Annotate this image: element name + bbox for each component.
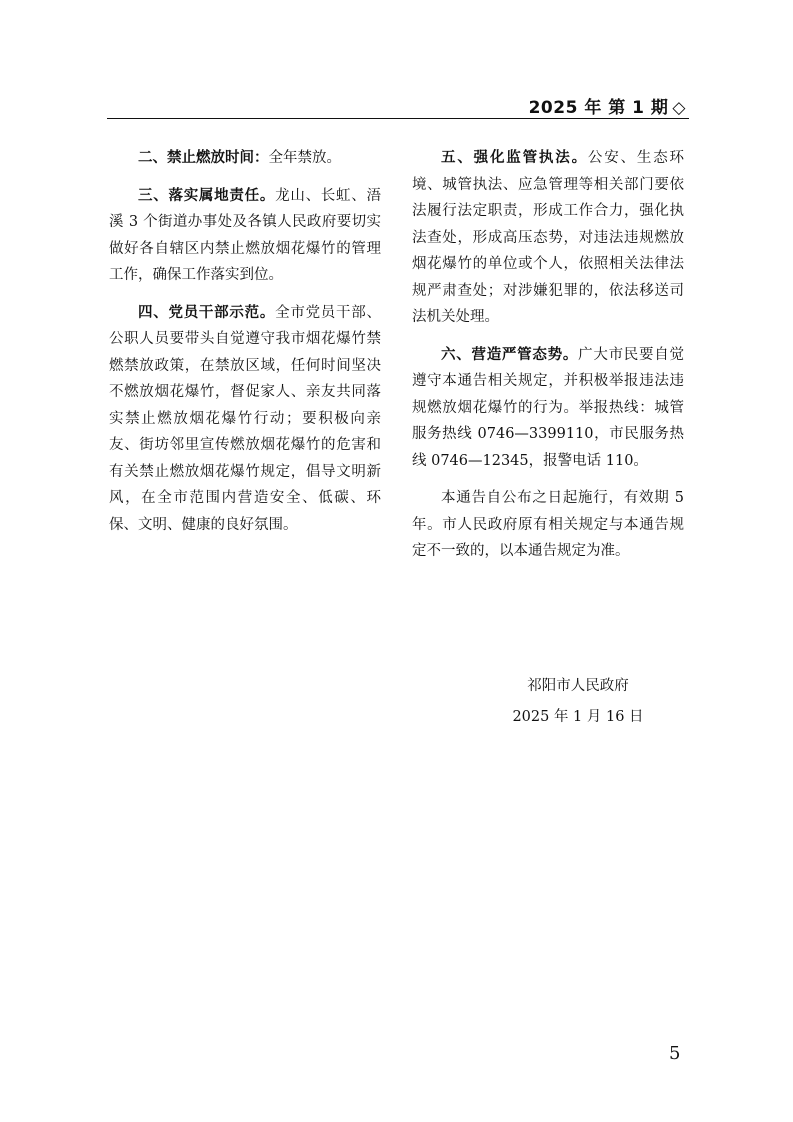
- issue-text: 2025 年 第 1 期: [528, 98, 669, 118]
- diamond-icon: ◇: [672, 98, 686, 118]
- section-4-heading: 四、党员干部示范。: [138, 304, 276, 321]
- section-3-heading: 三、落实属地责任。: [138, 187, 276, 204]
- signature-org: 祁阳市人民政府: [527, 678, 629, 694]
- section-3: [109, 183, 381, 289]
- signature-date: 2025 年 1 月 16 日: [512, 709, 644, 725]
- effective-clause: [412, 485, 684, 565]
- page-number: 5: [669, 1043, 681, 1064]
- left-column: [109, 145, 381, 549]
- section-6: [412, 342, 684, 475]
- section-4-text: 全市党员干部、公职人员要带头自觉遵守我市烟花爆竹禁燃禁放政策，在禁放区域，任何时间坚决不燃放烟花爆竹，督促家人、亲友共同落实禁止燃放烟花爆竹行动；要积极向亲友、街坊邻里宣传燃放烟花爆竹的危害和有关禁止燃放烟花爆竹规定，倡导文明新风，在全市范围内营造安全、低碳、环保、文明、健康的良好氛围。: [109, 304, 382, 533]
- effective-clause-text: 本通告自公布之日起施行，有效期 5 年。市人民政府原有相关规定与本通告规定不一致的，以本通告规定为准。: [412, 490, 684, 559]
- issue-label: [529, 93, 686, 118]
- section-5: [412, 145, 684, 331]
- section-3-text: 龙山、长虹、浯溪 3 个街道办事处及各镇人民政府要切实做好各自辖区内禁止燃放烟花爆竹的管理工作，确保工作落实到位。: [109, 187, 382, 283]
- section-6-text: 广大市民要自觉遵守本通告相关规定，并积极举报违法违规燃放烟花爆竹的行为。举报热线：城管服务热线 0746—3399110，市民服务热线 0746—12345，报警电话 110。: [412, 346, 685, 469]
- section-2-text: 全年禁放。: [268, 150, 341, 166]
- page-header: [0, 88, 793, 128]
- section-6-heading: 六、营造严管态势。: [441, 346, 579, 363]
- header-rule: [107, 118, 689, 119]
- section-2-heading: 二、禁止燃放时间：: [138, 150, 269, 166]
- section-2: [109, 145, 381, 172]
- section-5-text: 公安、生态环境、城管执法、应急管理等相关部门要依法履行法定职责，形成工作合力，强化执法查处，形成高压态势，对违法违规燃放烟花爆竹的单位或个人，依照相关法律法规严肃查处；对涉嫌犯罪的，依法移送司法机关处理。: [412, 150, 685, 325]
- section-4: [109, 300, 381, 539]
- right-column: [412, 145, 684, 576]
- section-5-heading: 五、强化监管执法。: [441, 150, 588, 166]
